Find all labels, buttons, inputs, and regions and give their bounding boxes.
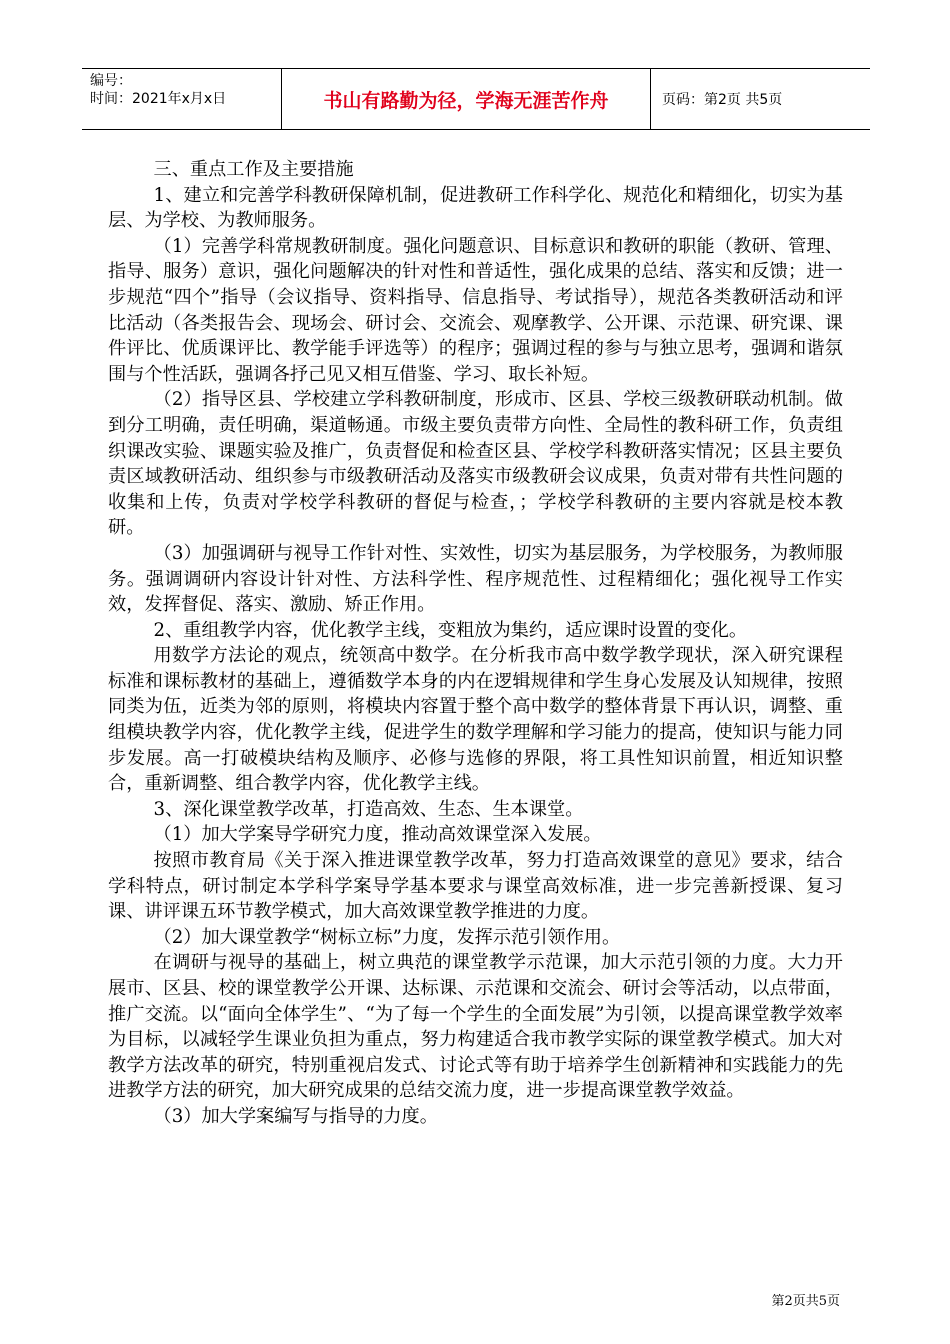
- page-footer: 第2页共5页: [771, 1294, 840, 1309]
- paragraph: 在调研与视导的基础上，树立典范的课堂教学示范课，加大示范引领的力度。大力开展市、区县、校的课堂教学公开课、达标课、示范课和交流会、研讨会等活动，以点带面，推广交流。以“面向全体学生”、“为了每一个学生的全面发展”为引领，以提高课堂教学效率为目标，以减轻学生课业负担为重点，努力构建适合我市教学实际的课堂教学模式。加大对教学方法改革的研究，特别重视启发式、讨论式等有助于培养学生创新精神和实践能力的先进教学方法的研究，加大研究成果的总结交流力度，进一步提高课堂教学效益。: [108, 952, 843, 1102]
- header-divider: [650, 69, 651, 129]
- paragraph: （1）完善学科常规教研制度。强化问题意识、目标意识和教研的职能（教研、管理、指导、服务）意识，强化问题解决的针对性和普适性，强化成果的总结、落实和反馈；进一步规范“四个”指导（会议指导、资料指导、信息指导、考试指导），规范各类教研活动和评比活动（各类报告会、现场会、研讨会、交流会、观摩教学、公开课、示范课、研究课、课件评比、优质课评比、教学能手评选等）的程序；强调过程的参与与独立思考，强调和谐氛围与个性活跃，强调各抒己见又相互借鉴、学习、取长补短。: [108, 235, 843, 385]
- paragraph: （2）指导区县、学校建立学科教研制度，形成市、区县、学校三级教研联动机制。做到分工明确，责任明确，渠道畅通。市级主要负责带方向性、全局性的教科研工作，负责组织课改实验、课题实验及推广，负责督促和检查区县、学校学科教研落实情况；区县主要负责区域教研活动、组织参与市级教研活动及落实市级教研会议成果，负责对带有共性问题的收集和上传，负责对学校学科教研的督促与检查，；学校学科教研的主要内容就是校本教研。: [108, 389, 843, 539]
- document-body: [108, 157, 843, 1130]
- paragraph: 用数学方法论的观点，统领高中数学。在分析我市高中数学教学现状，深入研究课程标准和课标教材的基础上，遵循数学本身的内在逻辑规律和学生身心发展及认知规律，按照同类为伍，近类为邻的原则，将模块内容置于整个高中数学的整体背景下再认识，调整、重组模块教学内容，优化教学主线，促进学生的数学理解和学习能力的提高，使知识与能力同步发展。高一打破模块结构及顺序、必修与选修的界限，将工具性知识前置，相近知识整合，重新调整、组合教学内容，优化教学主线。: [108, 645, 843, 795]
- page-header: [82, 68, 870, 130]
- paragraph: （3）加强调研与视导工作针对性、实效性，切实为基层服务，为学校服务，为教师服务。强调调研内容设计针对性、方法科学性、程序规范性、过程精细化；强化视导工作实效，发挥督促、落实、激励、矫正作用。: [108, 542, 843, 616]
- paragraph: 按照市教育局《关于深入推进课堂教学改革，努力打造高效课堂的意见》要求，结合学科特点，研讨制定本学科学案导学基本要求与课堂高效标准，进一步完善新授课、复习课、讲评课五环节教学模式，加大高效课堂教学推进的力度。: [108, 850, 843, 923]
- header-page-label: 页码：第2页 共5页: [662, 92, 783, 108]
- paragraph: 2、重组教学内容，优化教学主线，变粗放为集约，适应课时设置的变化。: [153, 619, 748, 641]
- header-motto: 书山有路勤为径，学海无涯苦作舟: [323, 89, 609, 112]
- header-meta: [90, 72, 226, 108]
- paragraph: （2）加大课堂教学“树标立标”力度，发挥示范引领作用。: [153, 926, 621, 948]
- header-time-label: 时间：2021年x月x日: [90, 91, 227, 107]
- header-number-label: 编号：: [90, 73, 132, 89]
- paragraph: （3）加大学案编写与指导的力度。: [153, 1105, 438, 1127]
- paragraph: 3、深化课堂教学改革，打造高效、生态、生本课堂。: [153, 798, 584, 820]
- paragraph: （1）加大学案导学研究力度，推动高效课堂深入发展。: [153, 824, 602, 846]
- paragraph: 1、建立和完善学科教研保障机制，促进教研工作科学化、规范化和精细化，切实为基层、为学校、为教师服务。: [108, 184, 843, 232]
- section-heading: 三、重点工作及主要措施: [153, 159, 354, 180]
